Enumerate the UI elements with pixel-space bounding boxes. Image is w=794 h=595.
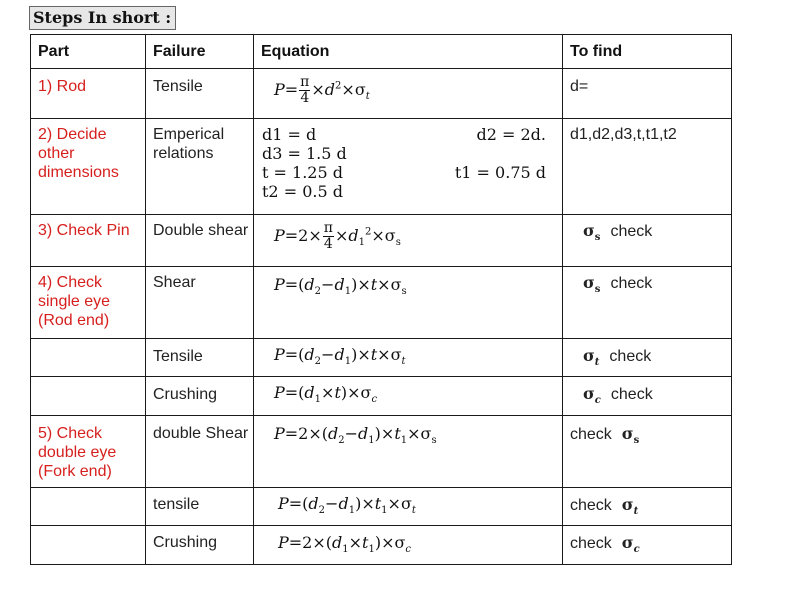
- equation-double-eye-shear: $P=2\times(d_2-d_1)\times t_1\times\sigma_s$: [254, 416, 563, 488]
- row-failure: Tensile: [146, 69, 254, 119]
- header-equation: Equation: [254, 35, 563, 69]
- row-part: [31, 377, 146, 416]
- header-part: Part: [31, 35, 146, 69]
- dim-t2: t2 = 0.5 d: [262, 182, 343, 201]
- check-label: check: [609, 348, 652, 365]
- row-to-find: [563, 339, 732, 377]
- header-row: [31, 35, 732, 69]
- equation-single-eye-tensile: $P=(d_2-d_1)\times t\times\sigma_t$: [254, 339, 563, 377]
- table-row: [31, 69, 732, 119]
- table-row: [31, 488, 732, 526]
- sigma-t-symbol: $\sigma_t$: [583, 346, 600, 369]
- row-failure: double Shear: [146, 416, 254, 488]
- check-label: check: [610, 223, 653, 240]
- row-to-find: [563, 526, 732, 565]
- sigma-s-symbol: $\sigma_s$: [621, 424, 640, 447]
- check-label: check: [570, 497, 612, 514]
- table-row: [31, 339, 732, 377]
- dim-d1: d1 = d: [262, 125, 317, 144]
- row-failure: Crushing: [146, 377, 254, 416]
- check-label: check: [610, 386, 653, 403]
- sigma-t-symbol: $\sigma_t$: [621, 495, 639, 518]
- row-part: 3) Check Pin: [31, 215, 146, 267]
- section-heading: Steps In short :: [29, 6, 176, 30]
- row-failure: tensile: [146, 488, 254, 526]
- header-to-find: To find: [563, 35, 732, 69]
- table-row: [31, 267, 732, 339]
- table-row: [31, 377, 732, 416]
- dimension-relations: [254, 119, 563, 215]
- check-label: check: [570, 535, 612, 552]
- sigma-s-symbol: $\sigma_s$: [583, 221, 601, 244]
- row-to-find: [563, 488, 732, 526]
- equation-single-eye-shear: $P=(d_2-d_1)\times t\times\sigma_s$: [254, 267, 563, 339]
- row-to-find: [563, 215, 732, 267]
- equation-double-eye-tensile: $P=(d_2-d_1)\times t_1\times\sigma_t$: [254, 488, 563, 526]
- row-to-find: [563, 377, 732, 416]
- row-to-find: d1,d2,d3,t,t1,t2: [563, 119, 732, 215]
- row-part: 4) Check single eye (Rod end): [31, 267, 146, 339]
- row-to-find: d=: [563, 69, 732, 119]
- table-row: [31, 526, 732, 565]
- row-failure: Shear: [146, 267, 254, 339]
- table-row: [31, 416, 732, 488]
- equation-pin-double-shear: P=2× $\frac{\pi}{4}$ $\times d_1^2\times\sigma_s$: [254, 215, 563, 267]
- check-label: check: [610, 275, 653, 292]
- row-to-find: [563, 267, 732, 339]
- steps-table: [30, 34, 732, 565]
- row-part: [31, 339, 146, 377]
- row-part: 5) Check double eye (Fork end): [31, 416, 146, 488]
- dim-d3: d3 = 1.5 d: [262, 144, 347, 163]
- row-part: [31, 526, 146, 565]
- sigma-s-symbol: $\sigma_s$: [583, 273, 601, 296]
- row-part: 2) Decide other dimensions: [31, 119, 146, 215]
- equation-rod-tensile: P= $\frac{\pi}{4}$ $\times d^2\times\sigma_t$: [254, 69, 563, 119]
- dim-d2: d2 = 2d.: [476, 125, 546, 144]
- row-to-find: [563, 416, 732, 488]
- check-label: check: [570, 426, 612, 443]
- row-failure: Tensile: [146, 339, 254, 377]
- equation-double-eye-crushing: $P=2\times(d_1\times t_1)\times\sigma_c$: [254, 526, 563, 565]
- header-failure: Failure: [146, 35, 254, 69]
- equation-single-eye-crushing: $P=(d_1\times t)\times\sigma_c$: [254, 377, 563, 416]
- dim-t1: t1 = 0.75 d: [454, 163, 546, 182]
- row-part: 1) Rod: [31, 69, 146, 119]
- row-part: [31, 488, 146, 526]
- row-failure: Emperical relations: [146, 119, 254, 215]
- row-failure: Double shear: [146, 215, 254, 267]
- sigma-c-symbol: $\sigma_c$: [621, 533, 640, 556]
- sigma-c-symbol: $\sigma_c$: [583, 384, 601, 407]
- table-row: [31, 119, 732, 215]
- dim-t: t = 1.25 d: [262, 163, 343, 182]
- row-failure: Crushing: [146, 526, 254, 565]
- table-row: [31, 215, 732, 267]
